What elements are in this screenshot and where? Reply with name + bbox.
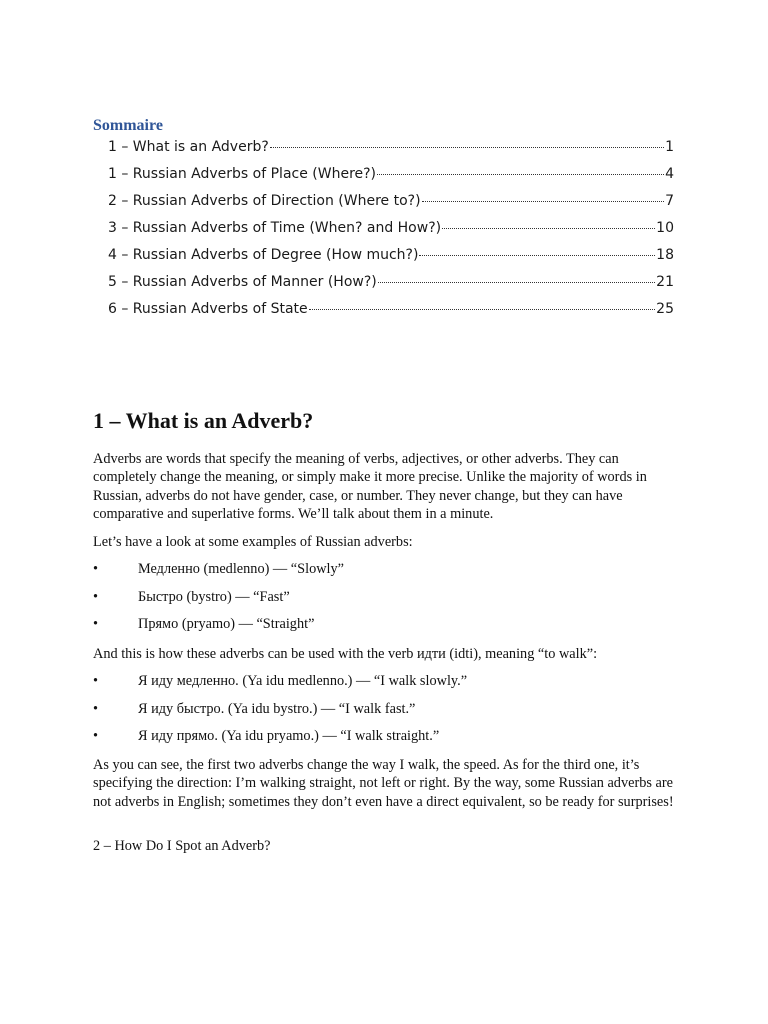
toc-entry-page: 18 — [656, 247, 674, 263]
list-item — [93, 672, 675, 700]
toc-heading: Sommaire — [93, 117, 163, 134]
bullet-icon: • — [93, 700, 99, 717]
toc-entry-title: 1 – What is an Adverb? — [108, 139, 269, 155]
toc-entry-title: 2 – Russian Adverbs of Direction (Where to?) — [108, 193, 421, 209]
list-item-text: Прямо (pryamo) — “Straight” — [138, 616, 315, 633]
toc-leader-dots — [378, 281, 655, 283]
list-item — [93, 700, 675, 728]
usage-intro-paragraph: And this is how these adverbs can be used with the verb идти (idti), meaning “to walk”: — [93, 646, 598, 662]
bullet-icon: • — [93, 728, 99, 745]
table-of-contents — [108, 139, 674, 328]
list-item — [93, 615, 675, 643]
list-item-text: Медленно (medlenno) — “Slowly” — [138, 561, 345, 577]
conclusion-paragraph: As you can see, the first two adverbs change the way I walk, the speed. As for the third one, it’s specifying the direction: I’m walking straight, not left or right. By the way, some Russian adverbs are not adverbs in English; sometimes they don’t even have a direct equivalent, so be ready for surprises! — [93, 757, 674, 810]
toc-entry-page: 21 — [656, 274, 674, 290]
bullet-icon: • — [93, 561, 99, 577]
toc-entry[interactable] — [108, 139, 674, 166]
section-heading: 1 – What is an Adverb? — [93, 408, 314, 433]
toc-entry-page: 7 — [665, 193, 674, 209]
toc-entry-page: 1 — [665, 139, 674, 155]
bullet-icon: • — [93, 616, 99, 633]
toc-entry-title: 5 – Russian Adverbs of Manner (How?) — [108, 274, 377, 290]
list-item — [93, 588, 675, 616]
toc-leader-dots — [377, 173, 664, 175]
list-item-text: Я иду медленно. (Ya idu medlenno.) — “I walk slowly.” — [138, 673, 468, 689]
examples-list — [93, 560, 675, 643]
next-section-heading: 2 – How Do I Spot an Adverb? — [93, 838, 271, 854]
toc-entry[interactable] — [108, 301, 674, 328]
toc-entry[interactable] — [108, 166, 674, 193]
toc-leader-dots — [270, 146, 664, 148]
list-item-text: Я иду прямо. (Ya idu pryamo.) — “I walk straight.” — [138, 728, 440, 745]
list-item-text: Быстро (bystro) — “Fast” — [138, 588, 290, 605]
list-item — [93, 560, 675, 588]
toc-entry-page: 4 — [665, 166, 674, 182]
toc-leader-dots — [422, 200, 665, 202]
toc-leader-dots — [442, 227, 655, 229]
toc-entry-page: 25 — [656, 301, 674, 317]
toc-entry[interactable] — [108, 247, 674, 274]
toc-entry[interactable] — [108, 193, 674, 220]
toc-entry-title: 1 – Russian Adverbs of Place (Where?) — [108, 166, 377, 182]
toc-entry-page: 10 — [656, 220, 674, 236]
toc-entry-title: 6 – Russian Adverbs of State — [108, 301, 308, 317]
toc-entry[interactable] — [108, 274, 674, 301]
list-item — [93, 727, 675, 755]
toc-leader-dots — [419, 254, 655, 256]
bullet-icon: • — [93, 588, 99, 605]
examples-intro-paragraph: Let’s have a look at some examples of Russian adverbs: — [93, 534, 413, 550]
toc-entry-title: 4 – Russian Adverbs of Degree (How much?) — [108, 247, 419, 263]
toc-entry[interactable] — [108, 220, 674, 247]
toc-entry-title: 3 – Russian Adverbs of Time (When? and How?) — [108, 220, 442, 236]
toc-leader-dots — [309, 308, 656, 310]
list-item-text: Я иду быстро. (Ya idu bystro.) — “I walk fast.” — [138, 700, 416, 717]
usage-list — [93, 672, 675, 755]
bullet-icon: • — [93, 673, 99, 689]
intro-paragraph: Adverbs are words that specify the meaning of verbs, adjectives, or other adverbs. They can completely change the meaning, or simply make it more precise. Unlike the majority of words in Russian, adverbs do not have gender, case, or number. They never change, but they can have comparative and superlative forms. We’ll talk about them in a minute. — [93, 451, 647, 522]
